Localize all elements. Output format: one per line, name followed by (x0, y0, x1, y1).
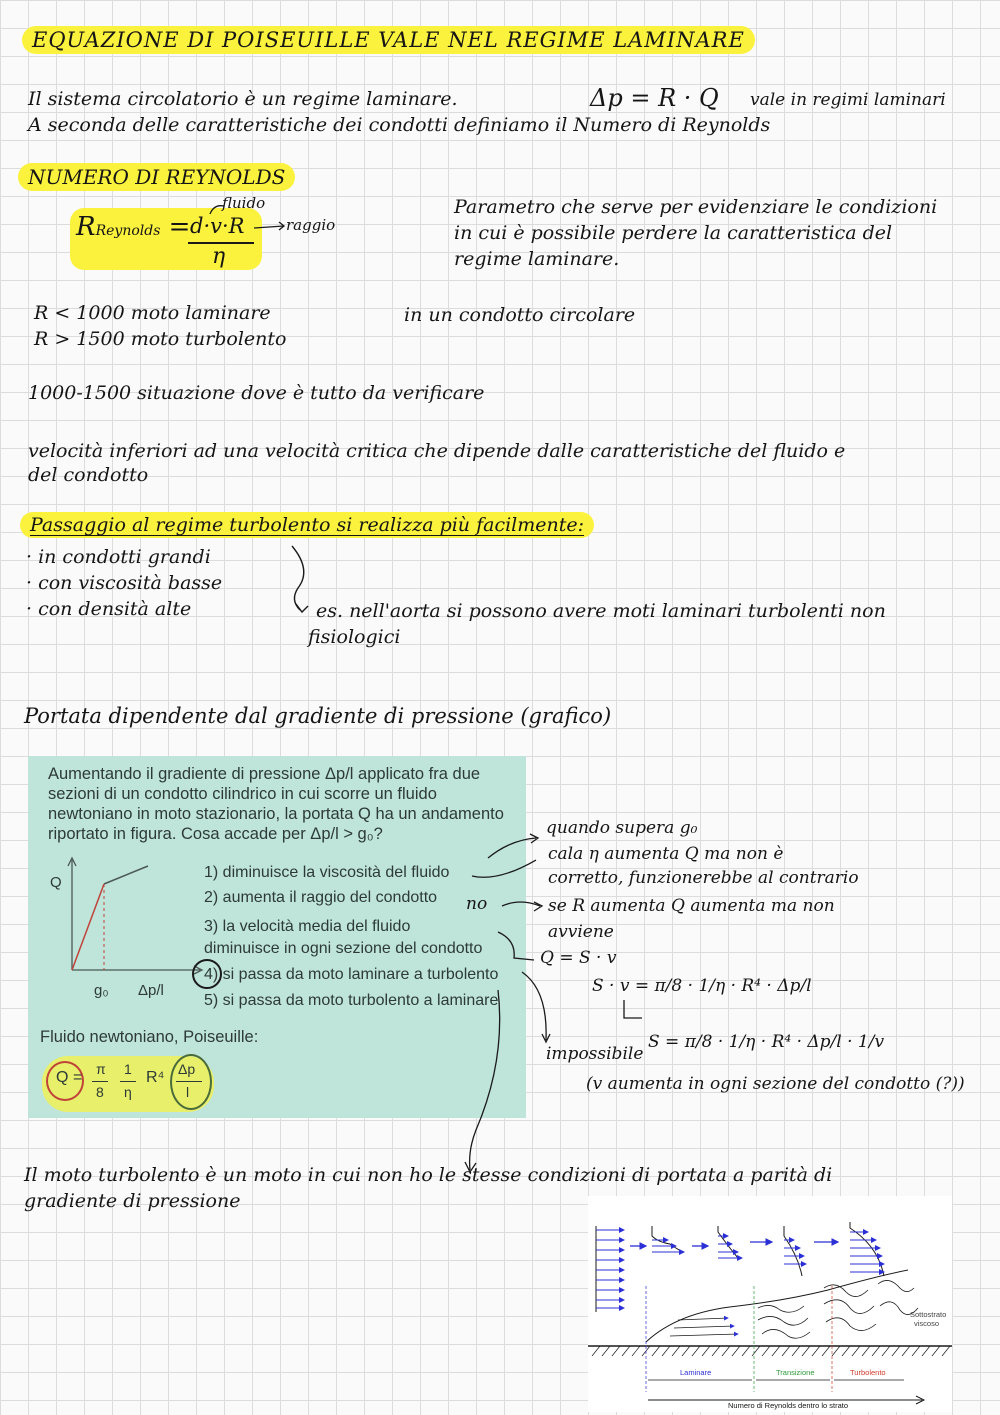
conclusion-1: Il moto turbolento è un moto in cui non ho le stesse condizioni di portata a parità di (24, 1164, 833, 1186)
formula-eq: = (73, 1069, 83, 1086)
profile-uniform (596, 1226, 624, 1312)
bullet-2: · con viscosità basse (26, 572, 223, 594)
annotation-5: avviene (548, 922, 614, 942)
formula-1: 1 (124, 1061, 132, 1077)
formula-8: 8 (96, 1084, 104, 1100)
annotation-6: Q = S · v (540, 948, 617, 968)
formula-pi: π (96, 1061, 106, 1077)
annotation-3: corretto, funzionerebbe al contrario (548, 868, 859, 888)
range-note: 1000-1500 situazione dove è tutto da verificare (28, 382, 485, 404)
conclusion-2: gradiente di pressione (24, 1190, 241, 1212)
formula-dp: Δp (178, 1061, 196, 1077)
axis-q-label: Q (50, 874, 62, 891)
option-3b: diminuisce in ogni sezione del condotto (204, 940, 483, 957)
reynolds-heading-text: NUMERO DI REYNOLDS (18, 163, 295, 191)
note-raggio: raggio (286, 216, 336, 234)
reynolds-lhs-symbol: R (76, 212, 96, 242)
reynolds-desc-1: Parametro che serve per evidenziare le condizioni (454, 196, 938, 218)
annotation-2: cala η aumenta Q ma non è (548, 844, 784, 864)
condition-turbulent: R > 1500 moto turbolento (34, 328, 287, 350)
option-3a: 3) la velocità media del fluido (204, 918, 411, 935)
boundary-layer-edge (646, 1270, 908, 1342)
reynolds-lhs: RReynolds = (76, 212, 191, 242)
velocity-profiles (588, 1196, 952, 1412)
formula-r4: R⁴ (146, 1069, 165, 1086)
bullet-3: · con densità alte (26, 598, 192, 620)
condition-laminar: R < 1000 moto laminare (34, 302, 271, 324)
velocity-note-2: del condotto (28, 464, 149, 486)
note-fluido: fluido (222, 194, 266, 212)
formula-l: l (186, 1084, 190, 1100)
label-sottostrato: Sottostrato (910, 1310, 947, 1319)
label-viscoso: viscoso (914, 1319, 940, 1328)
poiseuille-formula: Δp = R · Q (590, 84, 719, 112)
page-title-text: EQUAZIONE DI POISEUILLE VALE NEL REGIME LAMINARE (22, 26, 755, 54)
slide-question: Aumentando il gradiente di pressione Δp/l applicato fra due sezioni di un condotto cilindrico in cui scorre un fluido newtoniano in moto stazionario, la portata Q ha un andamento riportato in figura. Cosa accade per Δp/l > g₀? (48, 765, 504, 843)
label-transizione: Transizione (776, 1368, 815, 1377)
profile-transition (784, 1226, 806, 1276)
option-5: 5) si passa da moto turbolento a laminare (204, 992, 499, 1009)
annotation-1: quando supera g₀ (546, 818, 698, 838)
boundary-layer-diagram (588, 1196, 952, 1412)
label-laminare: Laminare (680, 1368, 712, 1377)
turbulent-heading-text: Passaggio al regime turbolento si realizza più facilmente: (20, 512, 594, 538)
velocity-note-1: velocità inferiori ad una velocità critica che dipende dalle caratteristiche del fluido e (28, 440, 846, 462)
reynolds-denominator: η (212, 244, 226, 269)
formula-note: vale in regimi laminari (750, 90, 946, 110)
condition-note: in un condotto circolare (404, 304, 636, 326)
annotation-9: impossibile (546, 1044, 644, 1064)
example-1: es. nell'aorta si possono avere moti laminari turbolenti non (316, 600, 886, 622)
annotation-no: no (466, 894, 488, 914)
profile-laminar-1 (652, 1226, 684, 1252)
annotation-7: S · v = π/8 · 1/η · R⁴ · Δp/l (592, 976, 812, 996)
portata-heading: Portata dipendente dal gradiente di pressione (grafico) (24, 704, 612, 728)
reynolds-lhs-sub: Reynolds (95, 223, 161, 239)
option-2: 2) aumenta il raggio del condotto (204, 889, 438, 906)
label-reynolds-axis: Numero di Reynolds dentro lo strato (728, 1401, 849, 1410)
option-4: 4) si passa da moto laminare a turbolento (204, 966, 499, 983)
reynolds-desc-3: regime laminare. (454, 248, 620, 270)
profile-laminar-2 (718, 1226, 742, 1258)
annotation-4: se R aumenta Q aumenta ma non (548, 896, 835, 916)
label-turbolento: Turbolento (850, 1368, 886, 1377)
annotation-10: (v aumenta in ogni sezione del condotto (?)) (586, 1074, 965, 1094)
formula-q: Q (56, 1069, 69, 1086)
streamlines (670, 1280, 918, 1338)
example-2: fisiologici (308, 626, 401, 648)
reynolds-desc-2: in cui è possibile perdere la caratteristica del (454, 222, 893, 244)
intro-line-2: A seconda delle caratteristiche dei condotti definiamo il Numero di Reynolds (28, 114, 771, 136)
profile-turbulent (850, 1222, 884, 1276)
slide-footer: Fluido newtoniano, Poiseuille: (40, 1028, 259, 1046)
formula-eta: η (124, 1084, 132, 1100)
reynolds-numerator: d·v·R (190, 214, 245, 238)
axis-dp-label: Δp/l (138, 982, 164, 999)
bullet-1: · in condotti grandi (26, 546, 211, 568)
annotation-8: S = π/8 · 1/η · R⁴ · Δp/l · 1/v (648, 1032, 885, 1052)
option-1: 1) diminuisce la viscosità del fluido (204, 864, 450, 881)
intro-line-1: Il sistema circolatorio è un regime laminare. (28, 88, 458, 110)
axis-g0-label: g₀ (94, 982, 109, 999)
